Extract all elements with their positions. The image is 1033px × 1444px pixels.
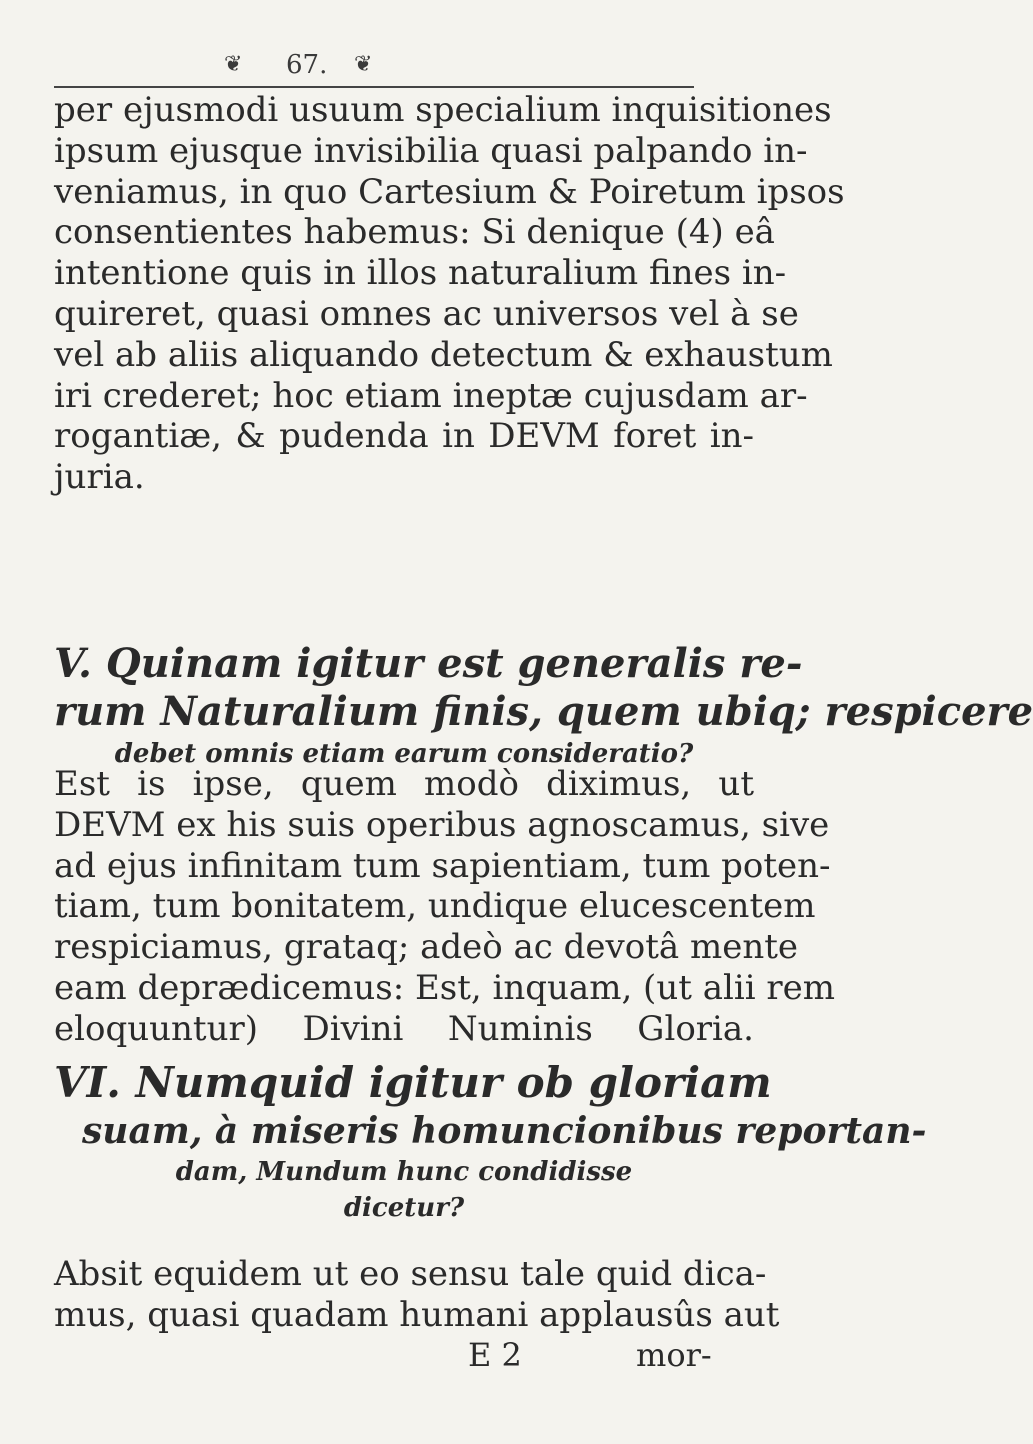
text-line: eam deprædicemus: Est, inquam, (ut alii rem [54, 967, 836, 1008]
text-line: mus, quasi quadam humani applausûs aut [54, 1294, 780, 1335]
heading-subline: debet omnis etiam earum consideratio? [114, 739, 694, 769]
text-line: respiciamus, grataq; adeò ac devotâ mente [54, 927, 798, 968]
heading-line: VI. Numquid igitur ob gloriam [54, 1058, 772, 1107]
text-line: vel ab aliis aliquando detectum & exhaustum [54, 334, 833, 375]
heading-line: suam, à miseris homuncionibus reportan- [82, 1110, 927, 1152]
page-number: 67. [286, 50, 328, 80]
paragraph-1 [54, 90, 845, 498]
page-header [54, 22, 694, 88]
text-line: ipsum ejusque invisibilia quasi palpando in- [54, 130, 808, 171]
text-line: tiam, tum bonitatem, undique elucescentem [54, 886, 816, 927]
text-line: ad ejus infinitam tum sapientiam, tum poten- [54, 845, 831, 886]
text-line: intentione quis in illos naturalium fines in- [54, 253, 787, 294]
header-rule [54, 86, 694, 88]
heading-line: rum Naturalium finis, quem ubiq; respicere [54, 688, 1033, 735]
section-heading-6 [54, 1058, 927, 1226]
heading-line: V. Quinam igitur est generalis re- [54, 640, 803, 687]
text-line: juria. [54, 457, 145, 498]
text-line: per ejusmodi usuum specialium inquisitiones [54, 90, 832, 130]
ornament-right-icon: ❦ [354, 52, 373, 77]
paragraph-2 [54, 764, 836, 1050]
text-line: eloquuntur) Divini Numinis Gloria. [54, 1008, 754, 1049]
signature-mark: E 2 [468, 1336, 522, 1374]
heading-subline: dam, Mundum hunc condidisse [175, 1157, 633, 1187]
text-line: DEVM ex his suis operibus agnoscamus, sive [54, 804, 830, 845]
section-heading-5 [54, 640, 1033, 772]
text-line: rogantiæ, & pudenda in DEVM foret in- [54, 416, 754, 457]
text-line: Absit equidem ut eo sensu tale quid dica- [54, 1254, 767, 1294]
text-line: consentientes habemus: Si denique (4) eâ [54, 212, 775, 253]
ornament-left-icon: ❦ [224, 52, 243, 77]
text-line: quireret, quasi omnes ac universos vel à se [54, 293, 799, 334]
text-line: veniamus, in quo Cartesium & Poiretum ipsos [54, 171, 845, 212]
text-line: Est is ipse, quem modò diximus, ut [54, 764, 754, 804]
text-line: iri crederet; hoc etiam ineptæ cujusdam ar- [54, 375, 808, 416]
paragraph-3 [54, 1254, 780, 1336]
heading-subline: dicetur? [343, 1193, 465, 1223]
catchword: mor- [636, 1336, 712, 1374]
